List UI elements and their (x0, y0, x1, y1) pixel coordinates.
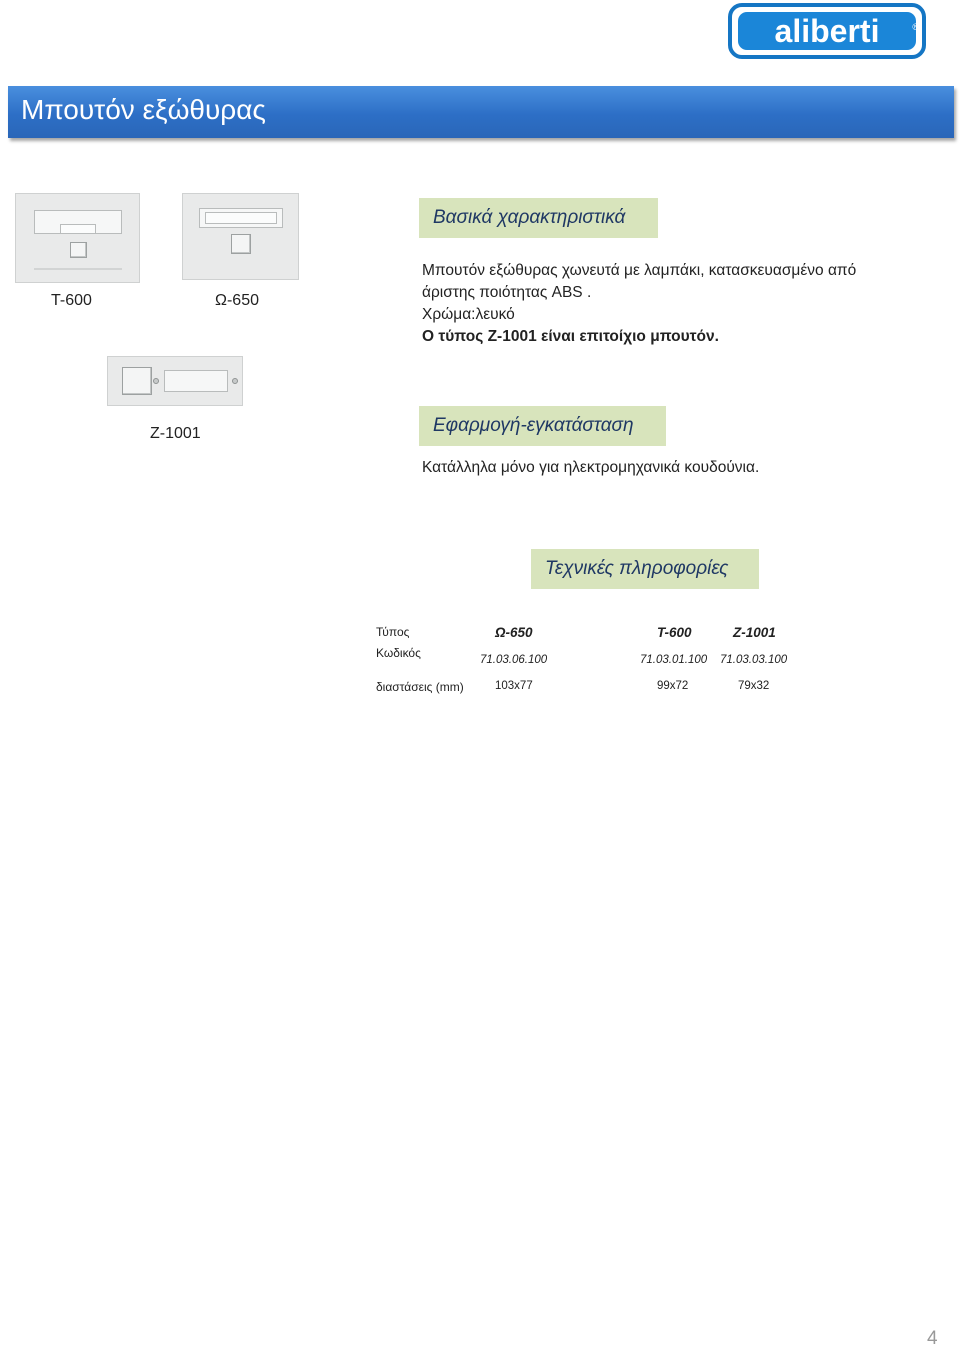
row-label-type: Τύπος (376, 625, 410, 639)
row-label-code: Κωδικός (376, 646, 421, 660)
features-line-3: Χρώμα:λευκό (422, 306, 515, 323)
caption-z1001: Z-1001 (150, 425, 201, 442)
caption-t600: T-600 (51, 292, 92, 309)
col-type-o650: Ω-650 (495, 625, 533, 640)
application-text: Κατάλληλα μόνο για ηλεκτρομηχανικά κουδούνια. (422, 459, 760, 476)
col-code-o650: 71.03.06.100 (480, 654, 548, 666)
col-type-z1001: Z-1001 (733, 625, 776, 640)
features-heading: Βασικά χαρακτηριστικά (419, 198, 658, 238)
page-title: Μπουτόν εξώθυρας (21, 94, 266, 125)
col-code-t600: 71.03.01.100 (640, 654, 708, 666)
col-code-z1001: 71.03.03.100 (720, 654, 788, 666)
caption-o650: Ω-650 (215, 292, 259, 309)
technical-heading: Τεχνικές πληροφορίες (531, 549, 759, 589)
application-heading: Εφαρμογή-εγκατάσταση (419, 406, 666, 446)
logo-text: aliberti (774, 13, 880, 49)
features-line-2: άριστης ποιότητας ABS . (422, 284, 592, 301)
row-label-dims: διαστάσεις (mm) (376, 680, 464, 694)
features-line-4: Ο τύπος Z-1001 είναι επιτοίχιο μπουτόν. (422, 328, 719, 345)
page-number: 4 (927, 1328, 938, 1349)
col-dims-z1001: 79x32 (738, 680, 770, 692)
col-dims-o650: 103x77 (495, 680, 533, 692)
logo-registered-mark: ® (912, 22, 919, 32)
features-line-1: Μπουτόν εξώθυρας χωνευτά με λαμπάκι, κατασκευασμένο από (422, 262, 857, 279)
col-type-t600: T-600 (657, 625, 692, 640)
col-dims-t600: 99x72 (657, 680, 689, 692)
